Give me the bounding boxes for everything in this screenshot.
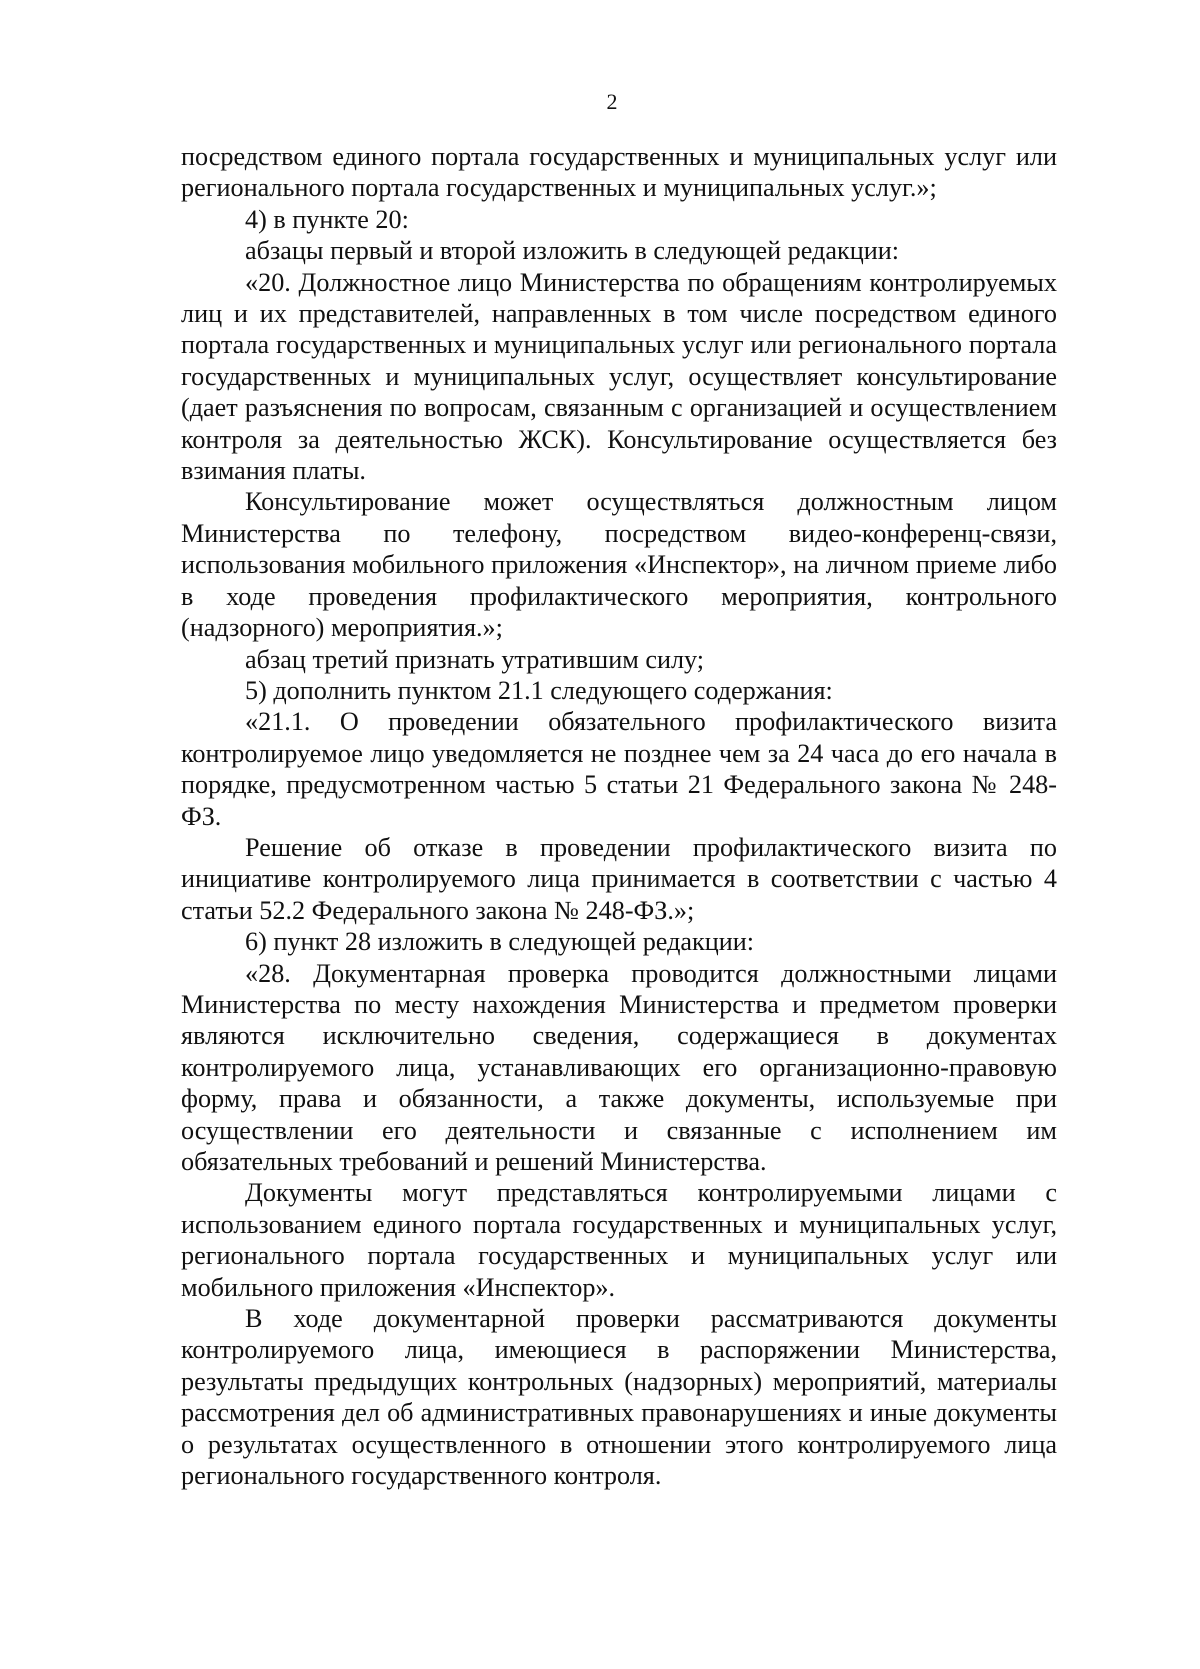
paragraph: 5) дополнить пунктом 21.1 следующего содержания: <box>245 675 833 705</box>
paragraph: посредством единого портала государственных и муниципальных услуг или регионального портала государственных и муниципальных услуг.»; <box>181 142 1057 203</box>
paragraph: абзац третий признать утратившим силу; <box>245 644 705 674</box>
paragraph: «20. Должностное лицо Министерства по обращениям контролируемых лиц и их представителей, направленных в том числе посредством единого портала государственных и муниципальных услуг или регионального портала государственных и муниципальных услуг, осуществляет консультирование (дает разъяснения по вопросам, связанным с организацией и осуществлением контроля за деятельностью ЖСК). Консультирование осуществляется без взимания платы. <box>181 267 1057 486</box>
document-body <box>181 141 1057 1491</box>
paragraph: Консультирование может осуществляться должностным лицом Министерства по телефону, посредством видео-конференц-связи, использования мобильного приложения «Инспектор», на личном приеме либо в ходе проведения профилактического мероприятия, контрольного (надзорного) мероприятия.»; <box>181 487 1057 643</box>
paragraph: В ходе документарной проверки рассматриваются документы контролируемого лица, имеющиеся в распоряжении Министерства, результаты предыдущих контрольных (надзорных) мероприятий, материалы рассмотрения дел об административных правонарушениях и иные документы о результатах осуществленного в отношении этого контролируемого лица регионального государственного контроля. <box>181 1304 1057 1491</box>
paragraph: 6) пункт 28 изложить в следующей редакции: <box>245 927 755 957</box>
paragraph: абзацы первый и второй изложить в следующей редакции: <box>245 236 900 266</box>
paragraph: Документы могут представляться контролируемыми лицами с использованием единого портала государственных и муниципальных услуг, регионального портала государственных и муниципальных услуг или мобильного приложения «Инспектор». <box>181 1178 1057 1302</box>
page-number: 2 <box>606 89 618 114</box>
paragraph: Решение об отказе в проведении профилактического визита по инициативе контролируемого лица принимается в соответствии с частью 4 статьи 52.2 Федерального закона № 248-ФЗ.»; <box>181 832 1057 925</box>
paragraph: 4) в пункте 20: <box>245 204 409 234</box>
paragraph: «28. Документарная проверка проводится должностными лицами Министерства по месту нахождения Министерства и предметом проверки являются исключительно сведения, содержащиеся в документах контролируемого лица, устанавливающих его организационно-правовую форму, права и обязанности, а также документы, используемые при осуществлении его деятельности и связанные с исполнением им обязательных требований и решений Министерства. <box>181 958 1057 1176</box>
paragraph: «21.1. О проведении обязательного профилактического визита контролируемое лицо уведомляется не позднее чем за 24 часа до его начала в порядке, предусмотренном частью 5 статьи 21 Федерального закона № 248-ФЗ. <box>181 707 1057 831</box>
